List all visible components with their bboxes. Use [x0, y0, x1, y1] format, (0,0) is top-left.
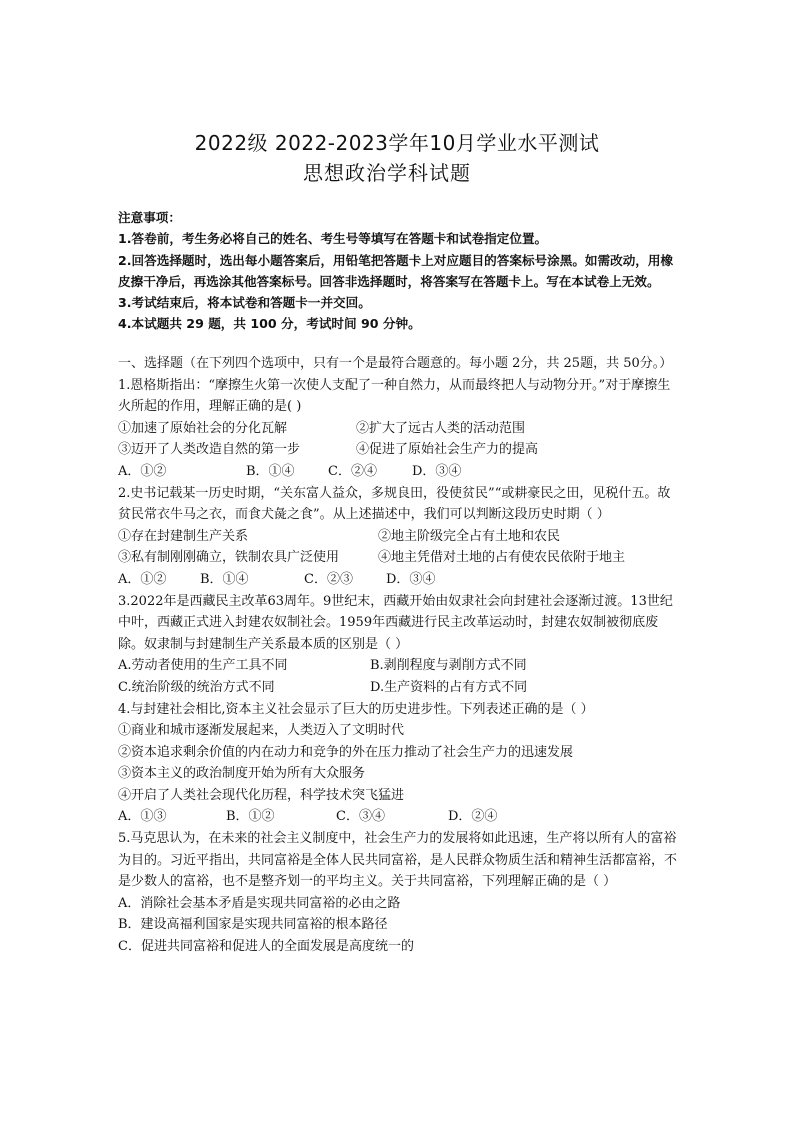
choice-a: A．①② — [118, 463, 167, 479]
notes-section — [118, 207, 678, 335]
notes-item: 1.答卷前，考生务必将自己的姓名、考生号等填写在答题卡和试卷指定位置。 — [118, 231, 548, 247]
option-item: ③私有制刚刚确立，铁制农具广泛使用 — [118, 550, 340, 566]
question-stem: 4.与封建社会相比,资本主义社会显示了巨大的历史进步性。下列表述正确的是（ ） — [118, 701, 594, 717]
choice-d: D．③④ — [386, 571, 436, 587]
choice-b: B．①④ — [246, 463, 295, 479]
option-item: ②扩大了远古人类的活动范围 — [356, 420, 526, 436]
statement-line: ③资本主义的政治制度开始为所有大众服务 — [118, 766, 366, 782]
option-item: ②地主阶级完全占有土地和农民 — [378, 528, 561, 544]
choice-c: C．②④ — [328, 463, 377, 479]
questions-body — [118, 353, 680, 958]
answer-choices — [118, 569, 680, 591]
option-row — [118, 547, 680, 569]
option-row — [118, 655, 680, 677]
statement-line: ①商业和城市逐渐发展起来，人类迈入了文明时代 — [118, 723, 405, 739]
choice-b: B．①② — [226, 809, 275, 825]
exam-subtitle: 思想政治学科试题 — [303, 161, 471, 185]
option-item: ③迈开了人类改造自然的第一步 — [118, 442, 301, 458]
option-item: A.劳动者使用的生产工具不同 — [118, 658, 288, 674]
question-stem: 3.2022年是西藏民主改革63周年。9世纪末，西藏开始由奴隶社会向封建社会逐渐过渡。13世纪中叶，西藏正式进入封建农奴制社会。1959年西藏进行民主改革运动时，封建农奴制被彻底废除。奴隶制与封建制生产关系最本质的区别是（ ） — [118, 593, 673, 652]
option-line: A．消除社会基本矛盾是实现共同富裕的必由之路 — [118, 895, 401, 911]
option-item: D.生产资料的占有方式不同 — [370, 679, 528, 695]
option-line: B．建设高福利国家是实现共同富裕的根本路径 — [118, 917, 388, 933]
option-item: ④地主凭借对土地的占有使农民依附于地主 — [378, 550, 626, 566]
option-item: B.剥削程度与剥削方式不同 — [370, 658, 527, 674]
choice-b: B．①④ — [200, 571, 249, 587]
choice-d: D．③④ — [412, 463, 462, 479]
statement-line: ④开启了人类社会现代化历程，科学技术突飞猛进 — [118, 787, 405, 803]
choice-c: C．②③ — [304, 571, 353, 587]
option-item: ④促进了原始社会生产力的提高 — [356, 442, 539, 458]
option-row — [118, 439, 680, 461]
option-row — [118, 526, 680, 548]
option-item: ①存在封建制生产关系 — [118, 528, 249, 544]
option-row — [118, 418, 680, 440]
notes-item: 3.考试结束后，将本试卷和答题卡一并交回。 — [118, 295, 371, 311]
choice-a: A．①③ — [118, 809, 167, 825]
option-item: ①加速了原始社会的分化瓦解 — [118, 420, 288, 436]
option-line: C．促进共同富裕和促进人的全面发展是高度统一的 — [118, 939, 414, 955]
choice-a: A．①② — [118, 571, 167, 587]
choice-d: D．②④ — [448, 809, 498, 825]
option-row — [118, 677, 680, 699]
answer-choices — [118, 806, 680, 828]
notes-item: 4.本试题共 29 题，共 100 分，考试时间 90 分钟。 — [118, 316, 421, 332]
statement-line: ②资本追求剩余价值的内在动力和竞争的外在压力推动了社会生产力的迅速发展 — [118, 744, 574, 760]
question-stem: 5.马克思认为，在未来的社会主义制度中，社会生产力的发展将如此迅速，生产将以所有人的富裕为目的。习近平指出，共同富裕是全体人民共同富裕，是人民群众物质生活和精神生活都富裕，不是少数人的富裕，也不是整齐划一的平均主义。关于共同富裕，下列理解正确的是（ ） — [118, 831, 678, 890]
notes-item: 2.回答选择题时，选出每小题答案后，用铅笔把答题卡上对应题目的答案标号涂黑。如需改动，用橡皮擦干净后，再选涂其他答案标号。回答非选择题时，将答案写在答题卡上。写在本试卷上无效。 — [118, 252, 674, 289]
answer-choices — [118, 461, 680, 483]
exam-title: 2022级 2022-2023学年10月学业水平测试 — [194, 131, 600, 155]
question-stem: 1.恩格斯指出：“摩擦生火第一次使人支配了一种自然力，从而最终把人与动物分开。”对于摩擦生火所起的作用，理解正确的是( ) — [118, 377, 671, 415]
choice-c: C．③④ — [336, 809, 385, 825]
question-stem: 2.史书记载某一历史时期，“关东富人益众，多规良田，役使贫民”“或耕豪民之田，见税什五。故贫民常衣牛马之衣，而食犬彘之食”。从上述描述中，我们可以判断这段历史时期（ ） — [118, 485, 671, 523]
option-item: C.统治阶级的统治方式不同 — [118, 679, 275, 695]
notes-heading: 注意事项： — [118, 210, 181, 225]
section-heading: 一、选择题（在下列四个选项中，只有一个是最符合题意的。每小题 2分，共 25题，共 50分。） — [118, 356, 673, 371]
